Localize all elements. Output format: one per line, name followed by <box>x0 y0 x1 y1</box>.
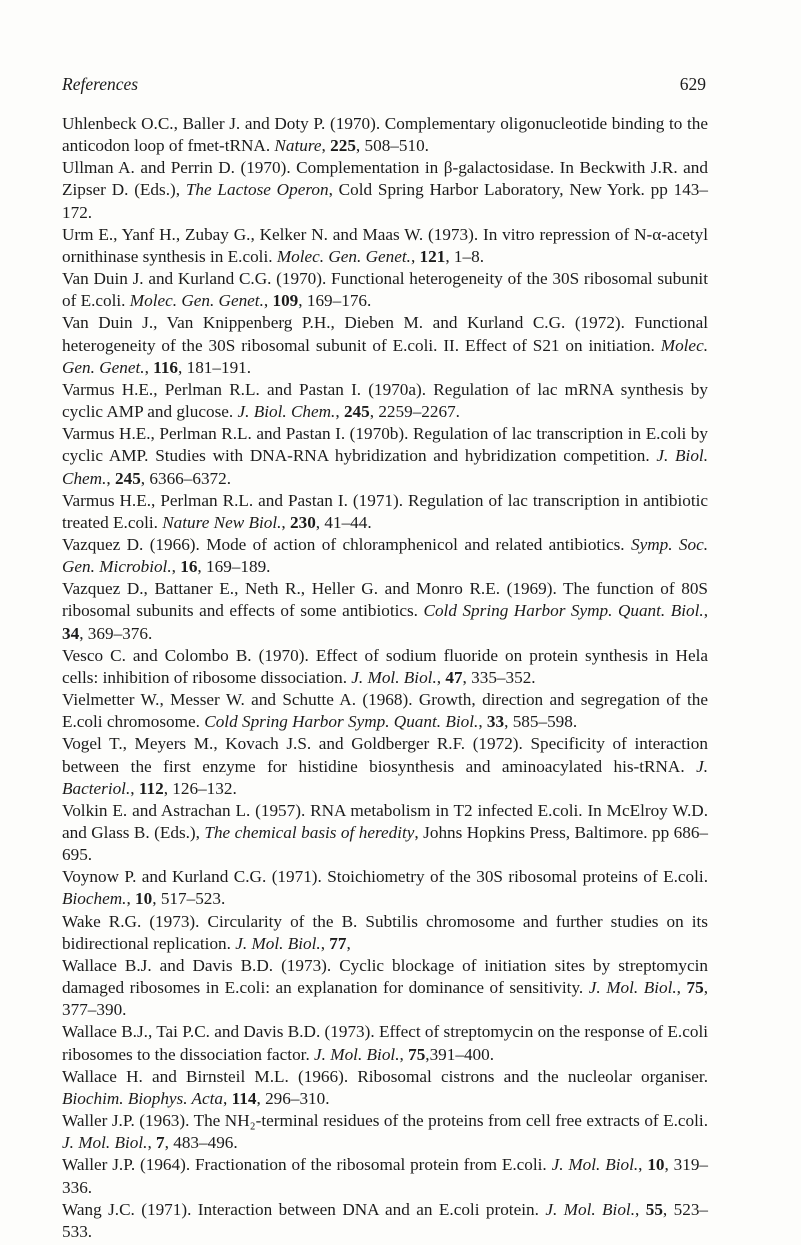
reference-separator: , <box>399 1044 409 1064</box>
reference-pages: , 523–533. <box>62 1199 709 1241</box>
reference-entry <box>62 490 708 534</box>
reference-source: Biochim. Biophys. Acta <box>62 1088 224 1108</box>
reference-citation: Vogel T., Meyers M., Kovach J.S. and Goldberger R.F. (1972). Specificity of interaction between the first enzyme for histidine biosynthesis and aminoacylated his-tRNA. <box>62 734 708 776</box>
reference-pages: , 126–132. <box>163 778 237 798</box>
reference-pages: , Johns Hopkins Press, Baltimore. pp 686–695. <box>62 823 709 865</box>
reference-separator: , <box>436 667 446 687</box>
reference-citation: Wang J.C. (1971). Interaction between DNA and an E.coli protein. <box>62 1199 546 1219</box>
reference-separator: , <box>320 933 330 953</box>
reference-volume: 230 <box>290 512 316 532</box>
reference-entry <box>62 645 708 689</box>
reference-pages: , 483–496. <box>164 1133 238 1153</box>
reference-volume: 75 <box>686 978 704 998</box>
reference-volume: 245 <box>343 402 370 422</box>
running-head <box>62 74 706 96</box>
reference-volume: 75 <box>408 1044 426 1064</box>
reference-separator: , <box>703 601 708 621</box>
reference-separator: , <box>147 1133 157 1153</box>
reference-separator: , <box>106 468 115 488</box>
reference-volume: 7 <box>156 1133 165 1153</box>
reference-entry <box>62 911 708 955</box>
reference-volume: 10 <box>135 889 153 909</box>
reference-entry <box>62 1199 708 1243</box>
reference-citation: Varmus H.E., Perlman R.L. and Pastan I. (1971). Regulation of lac transcription in antibiotic treated E.coli. <box>62 490 708 532</box>
reference-entry <box>62 379 708 423</box>
reference-separator: , <box>321 136 331 156</box>
reference-source: Cold Spring Harbor Symp. Quant. Biol. <box>204 712 479 732</box>
reference-source: The chemical basis of heredity <box>204 823 415 842</box>
reference-entry <box>62 866 708 910</box>
reference-separator: , <box>676 978 687 998</box>
reference-volume: 55 <box>645 1199 663 1219</box>
page-number: 629 <box>679 74 706 94</box>
reference-citation: Volkin E. and Astrachan L. (1957). RNA metabolism in T2 infected E.coli. In McElroy W.D. and Glass B. (Eds.), <box>62 800 708 842</box>
reference-entry <box>62 113 708 157</box>
reference-source: Molec. Gen. Genet. <box>62 335 708 377</box>
reference-source: J. Mol. Biol. <box>588 978 677 998</box>
reference-citation: Wallace B.J., Tai P.C. and Davis B.D. (1973). Effect of streptomycin on the response of E.coli ribosomes to the dissociation factor. <box>62 1022 708 1064</box>
reference-citation: Wallace B.J. and Davis B.D. (1973). Cyclic blockage of initiation sites by streptomycin damaged ribosomes in E.coli: an explanation for dominance of sensitivity. <box>62 955 708 998</box>
reference-pages: , 319–336. <box>62 1155 709 1197</box>
reference-source: Nature New Biol. <box>162 512 282 532</box>
reference-entry <box>62 800 708 866</box>
reference-separator: , <box>223 1088 232 1108</box>
reference-source: The Lactose Operon <box>185 180 329 200</box>
reference-pages: , <box>346 933 351 953</box>
reference-pages: , 2259–2267. <box>369 402 460 422</box>
reference-pages: , 296–310. <box>256 1088 330 1108</box>
reference-source: Cold Spring Harbor Symp. Quant. Biol. <box>423 601 704 621</box>
reference-pages: , 377–390. <box>62 978 708 1020</box>
reference-volume: 16 <box>180 557 198 577</box>
reference-separator: , <box>171 557 181 577</box>
reference-volume: 114 <box>231 1088 257 1108</box>
reference-citation: Van Duin J., Van Knippenberg P.H., Dieben M. and Kurland C.G. (1972). Functional heterogeneity of the 30S ribosomal subunit of E.coli. II. Effect of S21 on initiation. <box>62 313 708 355</box>
reference-citation: Urm E., Yanf H., Zubay G., Kelker N. and Maas W. (1973). In vitro repression of N-α-acetyl ornithinase synthesis in E.coli. <box>62 224 708 266</box>
reference-volume: 10 <box>647 1155 665 1175</box>
reference-volume: 225 <box>330 136 356 156</box>
reference-pages: , 585–598. <box>504 712 578 732</box>
section-title: References <box>62 74 139 94</box>
reference-source: J. Mol. Biol. <box>235 933 321 953</box>
reference-entry <box>62 689 708 733</box>
reference-pages: , 169–189. <box>197 557 271 577</box>
reference-separator: , <box>126 889 136 909</box>
reference-entry <box>62 955 708 1021</box>
reference-volume: 121 <box>419 246 446 266</box>
reference-separator: , <box>635 1199 646 1219</box>
reference-entry <box>62 157 708 223</box>
reference-source: J. Mol. Biol. <box>551 1155 639 1175</box>
reference-volume: 109 <box>272 291 299 311</box>
reference-pages: , 169–176. <box>298 291 372 311</box>
reference-pages: , 41–44. <box>315 512 372 532</box>
reference-pages: , 181–191. <box>178 357 252 377</box>
reference-volume: 47 <box>445 667 463 687</box>
reference-volume: 34 <box>62 623 80 643</box>
reference-entry <box>62 268 708 312</box>
reference-volume: 245 <box>115 468 141 488</box>
reference-separator: , <box>130 778 139 798</box>
reference-source: J. Mol. Biol. <box>351 667 437 687</box>
reference-pages: , Cold Spring Harbor Laboratory, New York. pp 143–172. <box>62 180 708 222</box>
reference-source: Molec. Gen. Genet. <box>276 246 411 266</box>
reference-pages: , 335–352. <box>462 667 536 687</box>
reference-citation: Ullman A. and Perrin D. (1970). Complementation in β-galactosidase. In Beckwith J.R. and Zipser D. (Eds.), <box>62 158 708 200</box>
reference-citation: Van Duin J. and Kurland C.G. (1970). Functional heterogeneity of the 30S ribosomal subunit of E.coli. <box>62 269 708 311</box>
reference-source: Symp. Soc. Gen. Microbiol. <box>62 534 709 577</box>
reference-entry <box>62 534 708 578</box>
reference-source: J. Mol. Biol. <box>62 1133 148 1153</box>
reference-entry <box>62 1066 708 1110</box>
reference-source: Molec. Gen. Genet. <box>129 291 264 311</box>
reference-entry <box>62 312 708 378</box>
reference-entry <box>62 733 708 799</box>
reference-citation: Vesco C. and Colombo B. (1970). Effect of sodium fluoride on protein synthesis in Hela cells: inhibition of ribosome dissociation. <box>62 645 708 687</box>
reference-separator: , <box>263 291 273 311</box>
reference-entry <box>62 1154 708 1198</box>
reference-volume: 112 <box>138 778 164 798</box>
reference-citation: Varmus H.E., Perlman R.L. and Pastan I. (1970b). Regulation of lac transcription in E.coli by cyclic AMP. Studies with DNA-RNA hybridization and hybridization competition. <box>62 424 708 466</box>
reference-entry <box>62 224 708 268</box>
reference-source: J. Biol. Chem. <box>237 402 336 422</box>
reference-pages: , 369–376. <box>79 623 153 643</box>
reference-separator: , <box>478 712 487 732</box>
reference-entry <box>62 1021 708 1065</box>
reference-list <box>62 113 708 1243</box>
reference-separator: , <box>144 357 154 377</box>
reference-pages: , 6366–6372. <box>140 468 232 488</box>
reference-citation: Vazquez D., Battaner E., Neth R., Heller G. and Monro R.E. (1969). The function of 80S ribosomal subunits and effects of some antibiotics. <box>62 579 708 621</box>
reference-source: Biochem. <box>62 889 127 909</box>
reference-citation: Waller J.P. (1964). Fractionation of the ribosomal protein from E.coli. <box>62 1155 552 1175</box>
reference-source: J. Mol. Biol. <box>314 1044 400 1064</box>
reference-citation: Wallace H. and Birnsteil M.L. (1966). Ribosomal cistrons and the nucleolar organiser. <box>62 1066 708 1086</box>
reference-pages: ,391–400. <box>425 1044 495 1064</box>
reference-citation: Voynow P. and Kurland C.G. (1971). Stoichiometry of the 30S ribosomal proteins of E.coli. <box>62 867 708 887</box>
reference-citation: Wake R.G. (1973). Circularity of the B. Subtilis chromosome and further studies on its bidirectional replication. <box>62 911 708 953</box>
reference-separator: , <box>638 1155 648 1175</box>
reference-source: J. Biol. Chem. <box>62 446 708 488</box>
reference-volume: 77 <box>329 933 347 953</box>
reference-citation: Uhlenbeck O.C., Baller J. and Doty P. (1970). Complementary oligonucleotide binding to the anticodon loop of fmet-tRNA. <box>62 114 708 156</box>
reference-volume: 33 <box>486 712 505 732</box>
reference-source: Nature <box>274 136 322 156</box>
reference-entry <box>62 578 708 644</box>
reference-pages: , 508–510. <box>355 136 429 156</box>
reference-citation: Vielmetter W., Messer W. and Schutte A. (1968). Growth, direction and segregation of the E.coli chromosome. <box>62 690 708 732</box>
reference-volume: 116 <box>153 357 179 377</box>
reference-source: J. Bacteriol. <box>62 756 708 798</box>
reference-source: J. Mol. Biol. <box>545 1199 636 1219</box>
reference-citation: Varmus H.E., Perlman R.L. and Pastan I. (1970a). Regulation of lac mRNA synthesis by cyclic AMP and glucose. <box>62 379 708 422</box>
reference-separator: , <box>335 402 344 422</box>
reference-separator: , <box>281 512 291 532</box>
reference-citation: Waller J.P. (1963). The NH₂-terminal residues of the proteins from cell free extracts of E.coli. <box>62 1111 708 1131</box>
reference-entry <box>62 1110 708 1154</box>
reference-entry <box>62 423 708 489</box>
reference-citation: Vazquez D. (1966). Mode of action of chloramphenicol and related antibiotics. <box>62 534 631 554</box>
reference-separator: , <box>410 246 420 266</box>
reference-pages: , 517–523. <box>152 889 226 909</box>
reference-pages: , 1–8. <box>445 246 484 266</box>
